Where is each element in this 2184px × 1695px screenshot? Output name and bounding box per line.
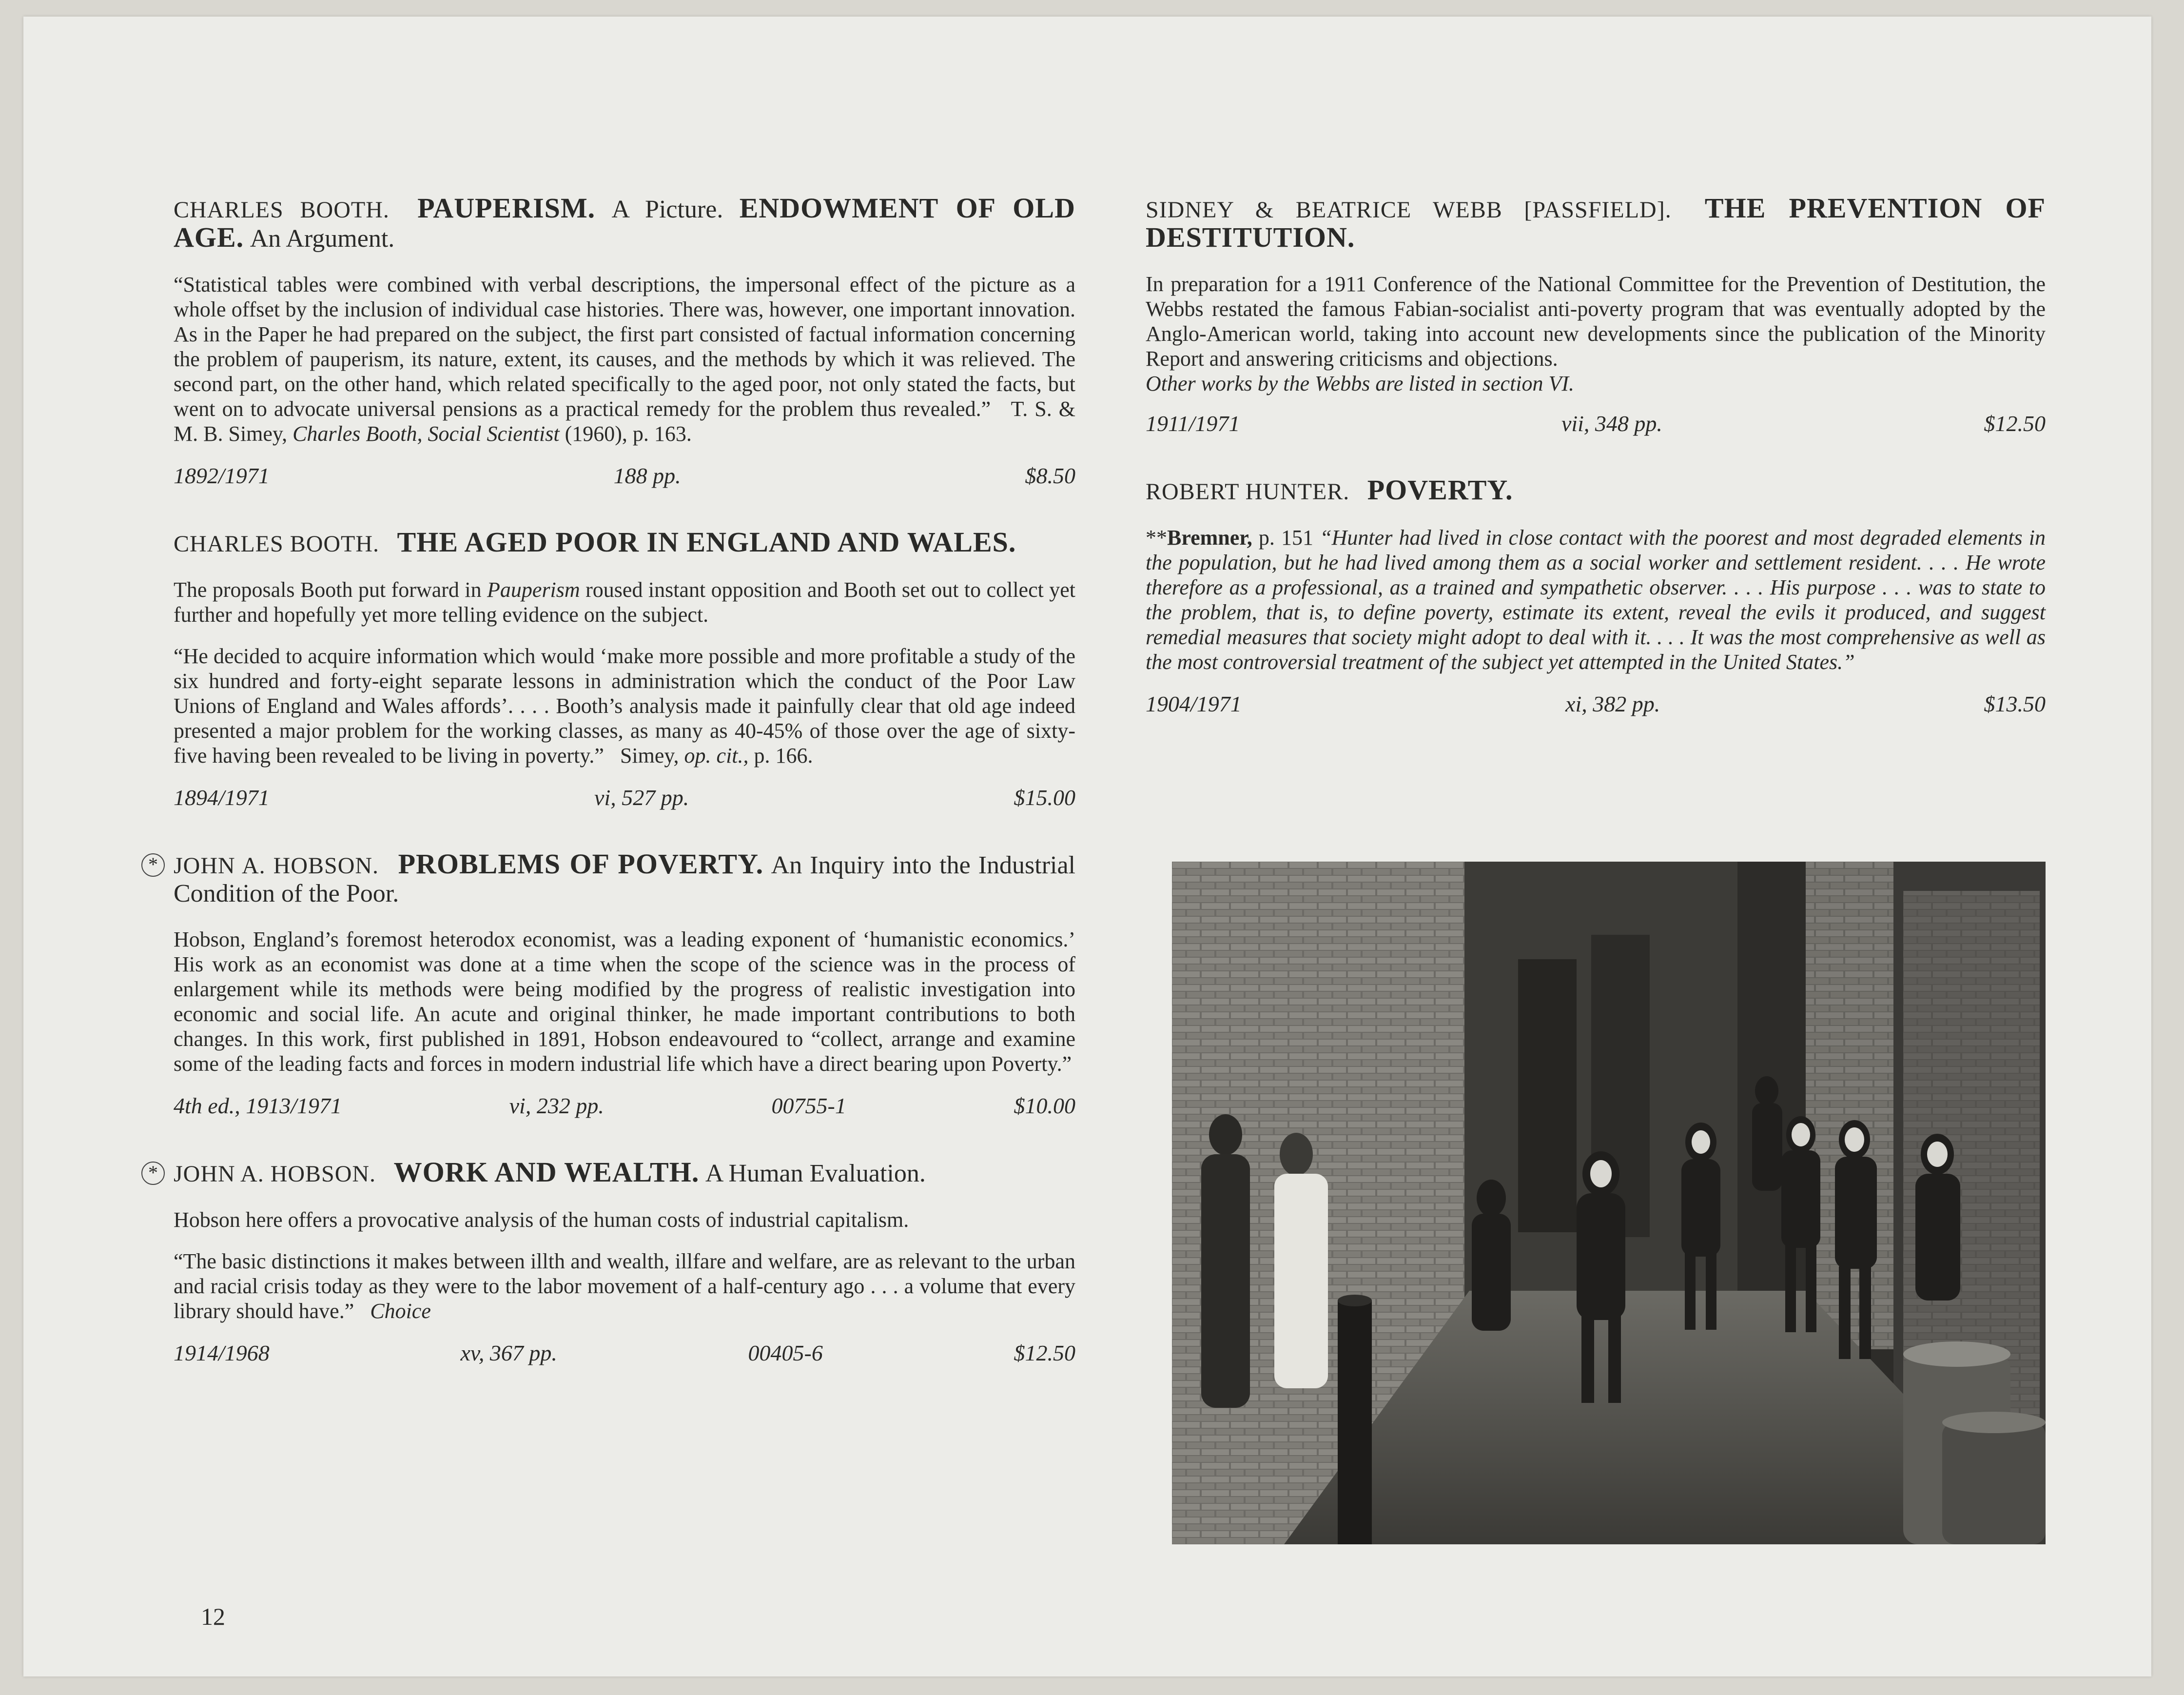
entry-heading [1146, 476, 2046, 506]
pages: 188 pp. [613, 463, 681, 488]
description [174, 577, 1075, 627]
date: 1904/1971 [1146, 691, 1242, 716]
quote: “Statistical tables were combined with verbal descriptions, the impersonal effect of the picture as a whole offset by the inclusion of individual case histories. There was, however, one important innovation. As in the Paper he had prepared on the subject, the first part consisted of factual information concerning the problem of pauperism, its nature, extent, its causes, and the methods by which it was relieved. The second part, on the other hand, which related specifically to the aged poor, not only stated the facts, but went on to advocate universal pensions as a practical remedy for the problem thus revealed.” [174, 273, 1075, 421]
bibliographic-line [174, 1340, 1075, 1366]
order-code: 00405-6 [748, 1340, 823, 1365]
entry-heading [1146, 192, 2046, 253]
quote: “Hunter had lived in close contact with the poorest and most degraded elements in the population, but he had lived among them as a social worker and settlement resident. . . . He wrote therefore as a professional, as a trained and sympathetic observer. . . . His purpose . . . was to state to the problem, that is, to define poverty, estimate its extent, reveal the evils it produced, and suggest remedial measures that society might adopt to deal with it. . . . It was the most comprehensive as well as the most controversial treatment of the subject yet attempted in the United States.” [1146, 526, 2046, 674]
date: 1914/1968 [174, 1340, 270, 1365]
author: CHARLES BOOTH. [174, 197, 390, 223]
price: $13.50 [1984, 691, 2046, 716]
subtitle: A Picture. [611, 196, 723, 223]
right-column [1146, 192, 2046, 757]
pages: xi, 382 pp. [1565, 691, 1660, 716]
date: 1892/1971 [174, 463, 270, 488]
pages: xv, 367 pp. [460, 1340, 557, 1365]
entry-heading [174, 192, 1075, 253]
date: 4th ed., 1913/1971 [174, 1093, 342, 1118]
cross-reference: Other works by the Webbs are listed in section VI. [1146, 372, 1575, 395]
entry-poverty [1146, 476, 2046, 717]
page-ref: p. 166. [754, 744, 813, 768]
entry-problems-of-poverty [148, 848, 1075, 1119]
quote [174, 644, 1075, 768]
author: JOHN A. HOBSON. [174, 1161, 376, 1187]
page-number: 12 [201, 1603, 225, 1630]
price: $12.50 [1014, 1340, 1075, 1365]
entry-heading [148, 1156, 1075, 1188]
title: PAUPERISM. [417, 192, 596, 224]
title: THE AGED POOR IN ENGLAND AND WALES. [397, 526, 1016, 558]
entry-pauperism [174, 192, 1075, 489]
entry-prevention-of-destitution [1146, 192, 2046, 436]
text: In preparation for a 1911 Conference of the National Committee for the Prevention of Destitution, the Webbs restated the famous Fabian-socialist anti-poverty program that was eventually adopted by the Anglo-American world, taking into account new developments since the publication of the Minority Report and answering criticisms and objections. [1146, 272, 2046, 371]
description [1146, 272, 2046, 396]
asterisk-circle-icon: * [141, 1162, 165, 1185]
text-italic: Pauperism [487, 578, 580, 602]
asterisk-circle-icon: * [141, 853, 165, 877]
title: POVERTY. [1367, 474, 1513, 506]
reference-name: Bremner, [1167, 526, 1252, 550]
subtitle: An Inquiry into the Industrial Condition of the Poor. [174, 851, 1075, 907]
entry-heading [174, 526, 1075, 558]
title: PROBLEMS OF POVERTY. [398, 848, 764, 880]
left-column [148, 192, 1076, 1406]
catalog-page [23, 17, 2151, 1676]
source-title: Charles Booth, Social Scientist [292, 422, 560, 446]
bibliographic-line [174, 1093, 1075, 1119]
photograph-image [1172, 862, 2046, 1544]
author: SIDNEY & BEATRICE WEBB [PASSFIELD]. [1146, 197, 1672, 223]
bibliographic-line [174, 463, 1075, 489]
bibliographic-line [1146, 691, 2046, 717]
pages: vi, 527 pp. [594, 785, 689, 810]
price: $10.00 [1014, 1093, 1075, 1118]
pages: vii, 348 pp. [1561, 411, 1662, 436]
bibliographic-line [174, 785, 1075, 810]
description [1146, 525, 2046, 674]
entry-heading [148, 848, 1075, 907]
bibliographic-line [1146, 411, 2046, 436]
title: ENDOWMENT OF OLD AGE. [174, 192, 1075, 253]
text: “The basic distinctions it makes between illth and wealth, illfare and welfare, are as relevant to the urban and racial crisis today as they were to the labor movement of a half-century ago . . . a volume that every library should have.” [174, 1249, 1075, 1323]
entry-aged-poor [174, 526, 1076, 810]
text: “He decided to acquire information which would ‘make more possible and more profitable a study of the six hundred and forty-eight separate lessons in administration which the conduct of the Poor Law Unions of England and Wales affords’. . . . Booth’s analysis made it painfully clear that old age indeed presented a major problem for the working classes, as many as 40-45% of those over the age of sixty-five having been revealed to be living in poverty.” [174, 644, 1075, 768]
text: The proposals Booth put forward in [174, 578, 482, 602]
entry-work-and-wealth [148, 1156, 1075, 1366]
price: $12.50 [1984, 411, 2046, 436]
reference-mark: ** [1146, 526, 1167, 550]
citation: op. cit., [684, 744, 749, 768]
description: Hobson here offers a provocative analysis of the human costs of industrial capitalism. [174, 1208, 909, 1232]
quote [174, 1249, 1075, 1323]
price: $8.50 [1025, 463, 1075, 488]
attribution: T. S. & M. B. Simey, [174, 397, 1075, 446]
author: CHARLES BOOTH. [174, 531, 380, 557]
title: WORK AND WEALTH. [393, 1156, 700, 1188]
description [174, 272, 1075, 446]
subtitle: An Argument. [250, 225, 395, 253]
alley-children-photograph [1172, 862, 2046, 1544]
price: $15.00 [1014, 785, 1075, 810]
author: JOHN A. HOBSON. [174, 853, 379, 879]
reference-page: p. 151 [1258, 526, 1314, 550]
subtitle: A Human Evaluation. [705, 1160, 926, 1187]
source-tail: (1960), p. 163. [565, 422, 692, 446]
attribution: Simey, [620, 744, 679, 768]
date: 1911/1971 [1146, 411, 1240, 436]
author: ROBERT HUNTER. [1146, 479, 1350, 505]
date: 1894/1971 [174, 785, 270, 810]
order-code: 00755-1 [771, 1093, 846, 1118]
title: THE PREVENTION OF DESTITUTION. [1146, 192, 2046, 253]
source: Choice [370, 1299, 431, 1323]
pages: vi, 232 pp. [509, 1093, 604, 1118]
text: roused instant opposition and Booth set out to collect yet further and hopefully yet more telling evidence on the subject. [174, 578, 1076, 627]
description: Hobson, England’s foremost heterodox economist, was a leading exponent of ‘humanistic economics.’ His work as an economist was done at a time when the scope of the science was in the process of enlargement while its methods were being modified by the progress of realistic investigation into economic and social life. An acute and original thinker, he made important contributions to both changes. In this work, first published in 1891, Hobson endeavoured to “collect, arrange and examine some of the leading facts and forces in modern industrial life which have a direct bearing upon Poverty.” [174, 927, 1075, 1076]
